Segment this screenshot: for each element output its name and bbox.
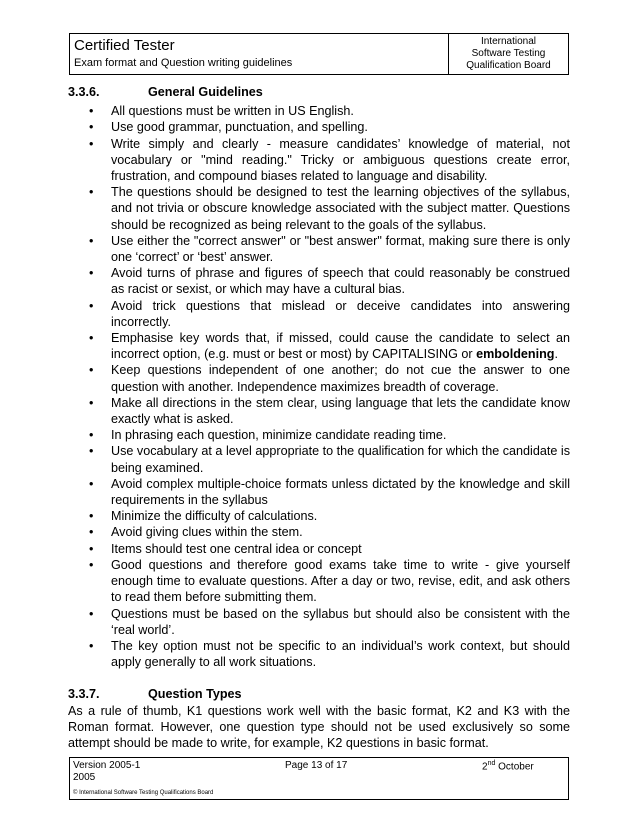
bullet-icon: • [89, 606, 94, 621]
page-content [68, 84, 570, 751]
list-item-text: Use either the "correct answer" or "best answer" format, making sure there is only one ‘correct’ or ‘best’ answer. [111, 233, 570, 265]
bullet-icon: • [89, 525, 94, 540]
list-item [68, 298, 570, 330]
list-item [68, 136, 570, 185]
list-item-text: Write simply and clearly - measure candidates’ knowledge of material, not vocabulary or "mind reading." Tricky or ambiguous questions create error, frustration, and compound biases related to language and disability. [111, 136, 570, 184]
list-item-text: Avoid turns of phrase and figures of speech that could reasonably be construed as racist or sexist, or which may have a cultural bias. [111, 266, 570, 297]
list-item-text: Good questions and therefore good exams take time to write - give yourself enough time to evaluate questions. After a day or two, revise, edit, and ask others to read them before submitting them. [111, 557, 570, 605]
list-item [68, 395, 570, 427]
header-organization-cell [449, 34, 568, 74]
list-item [68, 103, 570, 119]
bullet-icon: • [89, 363, 94, 378]
list-item [68, 233, 570, 265]
bullet-icon: • [89, 120, 94, 135]
list-item [68, 606, 570, 638]
list-item-text: All questions must be written in US English. [111, 104, 354, 119]
footer-date [482, 760, 534, 772]
page-footer [69, 757, 569, 800]
bullet-icon: • [89, 395, 94, 410]
version-line-2: 2005 [73, 772, 96, 783]
section-number: 3.3.6. [68, 85, 100, 99]
section-number: 3.3.7. [68, 687, 100, 702]
date-month: October [495, 761, 534, 773]
list-item-text: Use good grammar, punctuation, and spelling. [111, 120, 368, 135]
list-item [68, 557, 570, 606]
guidelines-list [68, 103, 570, 670]
bullet-icon: • [89, 266, 94, 281]
list-item [68, 541, 570, 557]
list-item-text: Avoid trick questions that mislead or deceive candidates into answering incorrectly. [111, 298, 570, 329]
bullet-icon: • [89, 185, 94, 200]
list-item-text: Use vocabulary at a level appropriate to the qualification for which the candidate is being examined. [111, 444, 570, 475]
list-item-text: In phrasing each question, minimize candidate reading time. [111, 428, 447, 443]
bullet-icon: • [89, 233, 94, 248]
question-types-paragraph: As a rule of thumb, K1 questions work well with the basic format, K2 and K3 with the Roman format. However, one question type should not be used exclusively so some attempt should be made to write, for example, K2 questions in basic format. [68, 703, 570, 750]
list-item [68, 362, 570, 394]
bullet-icon: • [89, 476, 94, 491]
bullet-icon: • [89, 638, 94, 653]
bullet-icon: • [89, 298, 94, 313]
bullet-icon: • [89, 509, 94, 524]
list-item [68, 638, 570, 670]
bullet-icon: • [89, 331, 94, 346]
list-item-text: The questions should be designed to test the learning objectives of the syllabus, and not trivia or obscure knowledge associated with the subject matter. Questions should be recognized as being relevant to the goals of the syllabus. [111, 185, 570, 232]
org-line-1: International [480, 36, 537, 47]
bullet-icon: • [89, 136, 94, 151]
page-header [69, 33, 569, 75]
bold-emphasis-word: emboldening [476, 347, 555, 362]
list-item-text: Items should test one central idea or concept [111, 541, 362, 556]
org-line-2: Software Testing [471, 48, 546, 59]
list-item-text: Avoid complex multiple-choice formats unless dictated by the knowledge and skill requirements in the syllabus [111, 476, 570, 508]
list-item [68, 427, 570, 443]
list-item-text: Questions must be based on the syllabus but should also be consistent with the ‘real world’. [111, 606, 570, 637]
section-title: General Guidelines [148, 85, 263, 99]
footer-page-number: Page 13 of 17 [285, 760, 348, 771]
list-item-text: Emphasise key words that, if missed, could cause the candidate to select an incorrect option, (e.g. must or best or most) by CAPITALISING or [111, 331, 570, 362]
list-item [68, 119, 570, 135]
list-item-text: Avoid giving clues within the stem. [111, 525, 303, 540]
list-item [68, 184, 570, 233]
date-suffix: nd [487, 760, 496, 767]
document-title: Certified Tester [74, 37, 175, 54]
bullet-icon: • [89, 541, 94, 556]
header-title-cell [70, 34, 449, 74]
bullet-icon: • [89, 104, 94, 119]
list-item-text: Make all directions in the stem clear, using language that lets the candidate know exactly what is asked. [111, 395, 570, 427]
section-title: Question Types [148, 687, 242, 702]
bullet-icon: • [89, 428, 94, 443]
sentence-end: . [554, 347, 558, 362]
list-item [68, 330, 570, 362]
section-heading-general-guidelines [68, 84, 570, 100]
section-heading-question-types [68, 686, 570, 702]
list-item [68, 476, 570, 508]
list-item-text: The key option must not be specific to an individual’s work context, but should apply generally to all work situations. [111, 638, 570, 670]
list-item [68, 265, 570, 297]
list-item-text: Minimize the difficulty of calculations. [111, 509, 318, 524]
footer-version [73, 760, 163, 784]
date-day: 2 [482, 761, 488, 773]
footer-copyright: © International Software Testing Qualifications Board [73, 790, 214, 796]
bullet-icon: • [89, 557, 94, 572]
list-item [68, 508, 570, 524]
list-item [68, 524, 570, 540]
version-line-1: Version 2005-1 [73, 760, 141, 771]
org-line-3: Qualification Board [466, 60, 551, 71]
document-subtitle: Exam format and Question writing guidelines [74, 57, 293, 69]
list-item-text: Keep questions independent of one another; do not cue the answer to one question with another. Independence maximizes breadth of coverage. [111, 363, 570, 394]
list-item [68, 443, 570, 475]
bullet-icon: • [89, 444, 94, 459]
